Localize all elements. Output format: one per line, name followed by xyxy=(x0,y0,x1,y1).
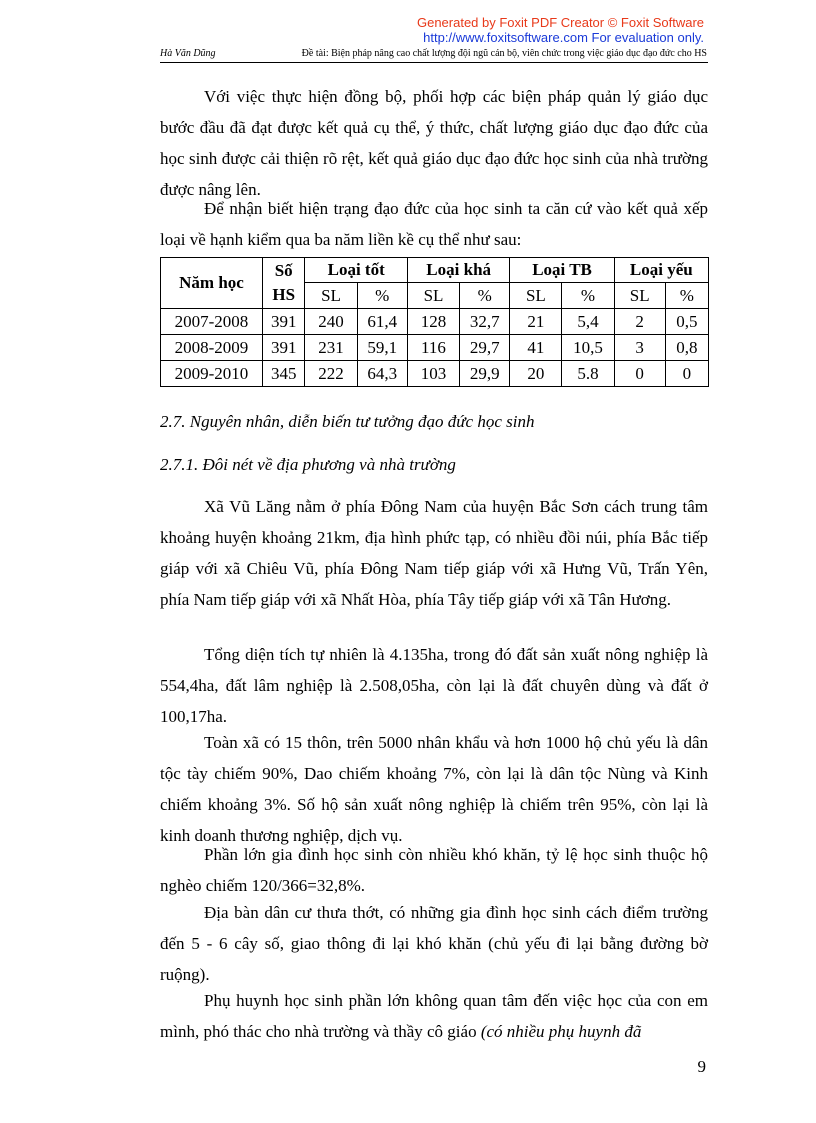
table-cell: 2007-2008 xyxy=(161,309,263,335)
table-cell: 5.8 xyxy=(562,361,614,387)
table-cell: 64,3 xyxy=(357,361,407,387)
table-cell: 0 xyxy=(614,361,665,387)
sub-pct: % xyxy=(665,283,708,309)
paragraph-3: Xã Vũ Lăng nằm ở phía Đông Nam của huyện Bắc Sơn cách trung tâm khoảng huyện khoảng 21km, địa hình phức tạp, có nhiều đồi núi, phía Bắc tiếp giáp với xã Chiêu Vũ, phía Đông Nam tiếp giáp với xã Hưng Vũ, Trấn Yên, phía Nam tiếp giáp với xã Nhất Hòa, phía Tây tiếp giáp với xã Tân Hương. xyxy=(160,497,708,609)
table-cell: 391 xyxy=(262,309,304,335)
header-count-line2: HS xyxy=(272,285,296,304)
table-cell: 59,1 xyxy=(357,335,407,361)
table-cell: 20 xyxy=(510,361,562,387)
sub-sl: SL xyxy=(407,283,459,309)
section-heading-2-7-1: 2.7.1. Đôi nét về địa phương và nhà trường xyxy=(160,455,456,474)
header-divider xyxy=(160,62,708,63)
foxit-watermark xyxy=(417,15,704,45)
sub-pct: % xyxy=(357,283,407,309)
sub-pct: % xyxy=(562,283,614,309)
table-cell: 2 xyxy=(614,309,665,335)
page-number: 9 xyxy=(697,1057,706,1076)
header-group-weak: Loại yếu xyxy=(614,258,708,283)
table-cell: 345 xyxy=(262,361,304,387)
header-year: Năm học xyxy=(161,258,263,309)
paragraph-4: Tổng diện tích tự nhiên là 4.135ha, trong đó đất sản xuất nông nghiệp là 554,4ha, đất lâm nghiệp là 2.508,05ha, còn lại là đất chuyên dùng và đất ở 100,17ha. xyxy=(160,645,708,726)
table-cell: 0 xyxy=(665,361,708,387)
table-cell: 103 xyxy=(407,361,459,387)
table-row xyxy=(161,335,709,361)
table-cell: 391 xyxy=(262,335,304,361)
table-row xyxy=(161,361,709,387)
header-group-fair: Loại khá xyxy=(407,258,509,283)
header-group-average: Loại TB xyxy=(510,258,614,283)
table-cell: 128 xyxy=(407,309,459,335)
sub-pct: % xyxy=(460,283,510,309)
sub-sl: SL xyxy=(614,283,665,309)
paragraph-8-text: Phụ huynh học sinh phần lớn không quan tâm đến việc học của con em mình, phó thác cho nhà trường và thầy cô giáo xyxy=(160,991,708,1041)
header-topic: Đề tài: Biện pháp nâng cao chất lượng đội ngũ cán bộ, viên chức trong việc giáo dục đạo đức cho HS xyxy=(301,48,707,59)
table-cell: 0,5 xyxy=(665,309,708,335)
paragraph-5: Toàn xã có 15 thôn, trên 5000 nhân khẩu và hơn 1000 hộ chủ yếu là dân tộc tày chiếm 90%, Dao chiếm khoảng 7%, còn lại là dân tộc Nùng và Kinh chiếm khoảng 3%. Số hộ sản xuất nông nghiệp là chiếm trên 95%, còn lại là kinh doanh thương nghiệp, dịch vụ. xyxy=(160,733,708,845)
table-cell: 231 xyxy=(305,335,357,361)
table-row xyxy=(161,309,709,335)
paragraph-6: Phần lớn gia đình học sinh còn nhiều khó khăn, tỷ lệ học sinh thuộc hộ nghèo chiếm 120/366=32,8%. xyxy=(160,845,708,895)
header-author: Hà Văn Dũng xyxy=(160,48,216,59)
paragraph-2: Để nhận biết hiện trạng đạo đức của học sinh ta căn cứ vào kết quả xếp loại về hạnh kiểm qua ba năm liền kề cụ thể như sau: xyxy=(160,199,708,249)
table-cell: 116 xyxy=(407,335,459,361)
watermark-line-1: Generated by Foxit PDF Creator © Foxit Software xyxy=(416,15,704,30)
table-cell: 240 xyxy=(305,309,357,335)
table-cell: 222 xyxy=(305,361,357,387)
header-count xyxy=(262,258,304,309)
paragraph-7: Địa bàn dân cư thưa thớt, có những gia đình học sinh cách điểm trường đến 5 - 6 cây số, giao thông đi lại khó khăn (chủ yếu đi lại bằng đường bờ ruộng). xyxy=(160,903,708,984)
table-cell: 32,7 xyxy=(460,309,510,335)
paragraph-8 xyxy=(160,985,708,1047)
table-cell: 0,8 xyxy=(665,335,708,361)
table-cell: 29,9 xyxy=(460,361,510,387)
table-cell: 3 xyxy=(614,335,665,361)
section-heading-2-7: 2.7. Nguyên nhân, diễn biến tư tưởng đạo đức học sinh xyxy=(160,412,535,431)
header-group-good: Loại tốt xyxy=(305,258,407,283)
table-cell: 2009-2010 xyxy=(161,361,263,387)
table-cell: 41 xyxy=(510,335,562,361)
table-cell: 2008-2009 xyxy=(161,335,263,361)
table-cell: 61,4 xyxy=(357,309,407,335)
watermark-line-2: http://www.foxitsoftware.com For evaluation only. xyxy=(423,30,704,45)
conduct-results-table xyxy=(160,257,709,387)
table-header-row xyxy=(161,258,709,283)
sub-sl: SL xyxy=(305,283,357,309)
table-cell: 10,5 xyxy=(562,335,614,361)
table-cell: 5,4 xyxy=(562,309,614,335)
table-cell: 21 xyxy=(510,309,562,335)
sub-sl: SL xyxy=(510,283,562,309)
paragraph-8-italic: (có nhiều phụ huynh đã xyxy=(480,1022,642,1041)
header-count-line1: Số xyxy=(274,261,293,280)
paragraph-1: Với việc thực hiện đồng bộ, phối hợp các biện pháp quản lý giáo dục bước đầu đã đạt được kết quả cụ thể, ý thức, chất lượng giáo dục đạo đức của học sinh được cải thiện rõ rệt, kết quả giáo dục đạo đức học sinh của nhà trường được nâng lên. xyxy=(160,87,708,199)
table-cell: 29,7 xyxy=(460,335,510,361)
